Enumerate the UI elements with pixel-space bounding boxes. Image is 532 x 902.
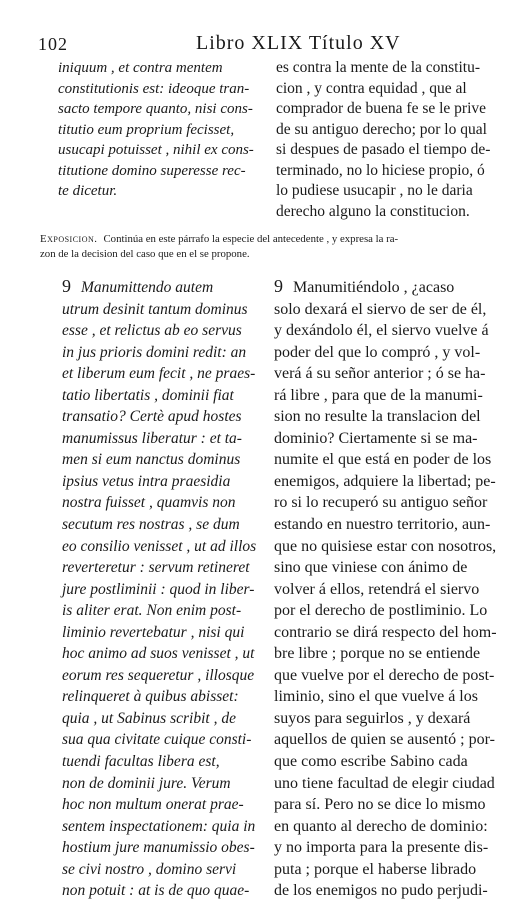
spanish-column-section-9 [274, 276, 502, 902]
spanish-line: si despues de pasado el tiempo de- [276, 141, 491, 158]
spanish-line: uno tiene facultad de elegir ciudad [274, 774, 495, 792]
latin-line: utrum desinit tantum dominus [62, 300, 248, 318]
spanish-line: lo pudiese usucapir , no le daria [276, 182, 473, 199]
latin-line: esse , et relictus ab eo servus [62, 322, 242, 340]
spanish-line: en quanto al derecho de dominio: [274, 817, 488, 835]
spanish-line: bre libre ; porque no se entiende [274, 645, 481, 663]
exposition-line [40, 232, 496, 247]
spanish-line: y no importa para la presente dis- [274, 839, 489, 857]
spanish-line: terminado, no lo hiciese propio, ó [276, 161, 485, 179]
spanish-line: verá á su señor anterior ; ó se ha- [274, 365, 486, 383]
latin-line: sacto tempore quanto, nisi cons- [58, 101, 253, 117]
latin-line: iniquum , et contra mentem [58, 60, 223, 76]
spanish-line: aquellos de quien se ausentó ; por- [274, 731, 495, 749]
spanish-line: y dexándolo él, el siervo vuelve á [274, 322, 489, 340]
latin-line: se civi nostro , domino servi [62, 860, 237, 878]
spanish-line: numite el que está en poder de los [274, 451, 492, 469]
spanish-line: derecho alguno la constitucion. [276, 202, 470, 220]
exposition-text: Continúa en este párrafo la especie del antecedente , y expresa la ra- [103, 233, 399, 245]
latin-line: sua qua civitate cuique consti- [62, 731, 252, 749]
spanish-line: es contra la mente de la constitu- [276, 59, 481, 76]
latin-line: ipsius vetus intra praesidia [62, 472, 231, 490]
latin-line: hostium jure manumissio obes- [62, 839, 255, 857]
latin-line: nostra fuisset , quamvis non [62, 494, 236, 512]
spanish-line: comprador de buena fe se le prive [276, 100, 487, 117]
latin-line: hoc non multum onerat prae- [62, 796, 244, 814]
latin-line: eorum res sequeretur , illosque [62, 666, 255, 684]
latin-line: in jus prioris domini redit: an [62, 343, 247, 361]
spanish-line: enemigos, adquiere la libertad; pe- [274, 472, 496, 490]
spanish-line: por el derecho de postliminio. Lo [274, 602, 488, 620]
latin-line: et liberum eum fecit , ne praes- [62, 365, 256, 383]
spanish-line: ro si lo recuperó su antiguo señor [274, 494, 488, 512]
spanish-line: dominio? Ciertamente si se ma- [274, 429, 478, 447]
latin-line: relinqueret à quibus abisset: [62, 688, 239, 706]
spanish-line: de los enemigos no pudo perjudi- [274, 882, 488, 900]
page-number: 102 [38, 34, 68, 54]
latin-line: eo consilio venisset , ut ad illos [62, 537, 257, 555]
latin-line: usucapi potuisset , nihil ex cons- [58, 142, 254, 158]
latin-column-section-9 [62, 276, 268, 902]
latin-line: quia , ut Sabinus scribit , de [62, 709, 236, 727]
latin-line: is aliter erat. Non enim post- [62, 602, 242, 620]
latin-line: titutione domino superesse rec- [58, 162, 246, 179]
latin-line: jure postliminii : quod in liber- [62, 580, 255, 598]
latin-line: constitutionis est: ideoque tran- [58, 80, 250, 97]
latin-line: sentem inspectationem: quia in [62, 817, 256, 835]
exposition-label: Exposicion. [40, 233, 98, 245]
spanish-line: sion no resulte la translacion del [274, 408, 481, 426]
latin-line: tatio libertatis , dominii fiat [62, 386, 234, 404]
spanish-line: para sí. Pero no se dice lo mismo [274, 796, 486, 814]
section-number: 9 [62, 276, 71, 296]
spanish-line: de su antiguo derecho; por lo qual [276, 120, 487, 138]
spanish-line: rá libre , para que de la manumi- [274, 386, 483, 404]
spanish-line: suyos para seguirlos , y dexará [274, 709, 471, 727]
spanish-line: que vuelve por el derecho de post- [274, 666, 495, 684]
spanish-line: cion , y contra equidad , que al [276, 79, 467, 97]
spanish-line: estando en nuestro territorio, aun- [274, 516, 491, 534]
latin-line: te dicetur. [58, 183, 118, 199]
spanish-line: contrario se dirá respecto del hom- [274, 623, 497, 641]
spanish-line: poder del que lo compró , y vol- [274, 343, 481, 361]
latin-line: non potuit : at is de quo quae- [62, 882, 250, 900]
latin-line: reverteretur : servum retineret [62, 559, 250, 577]
latin-line: men si eum nanctus dominus [62, 451, 241, 469]
section-opening-text: Manumitiéndolo , ¿acaso [293, 279, 455, 296]
latin-line: transatio? Certè apud hostes [62, 408, 242, 426]
exposition-line: zon de la decision del caso que en el se propone. [40, 248, 250, 260]
latin-line: liminio revertebatur , nisi qui [62, 623, 245, 641]
spanish-line: volver á ellos, retendrá el siervo [274, 580, 480, 598]
spanish-line: liminio, sino el que vuelve á los [274, 688, 478, 706]
spanish-line: solo dexará el siervo de ser de él, [274, 300, 487, 318]
spanish-line: que no quisiese estar con nosotros, [274, 537, 497, 555]
spanish-line: sino que viniese con ánimo de [274, 559, 468, 577]
spanish-line: puta ; porque el haberse librado [274, 860, 477, 878]
spanish-line [274, 276, 502, 299]
latin-line [62, 276, 268, 299]
latin-line: hoc animo ad suos venisset , ut [62, 645, 255, 663]
spanish-line: que como escribe Sabino cada [274, 753, 468, 771]
latin-line: titutio eum proprium fecisset, [58, 121, 235, 138]
running-head: Libro XLIX Título XV [196, 32, 401, 54]
section-number: 9 [274, 276, 283, 296]
latin-line: non de dominii jure. Verum [62, 774, 231, 792]
exposition-note [40, 232, 496, 262]
latin-line: tuendi facultas libera est, [62, 753, 220, 771]
latin-line: secutum res nostras , se dum [62, 516, 240, 534]
latin-line: manumissus liberatur : et ta- [62, 429, 242, 447]
spanish-column-top [276, 58, 496, 222]
section-opening-text: Manumittendo autem [81, 279, 214, 296]
latin-column-top [58, 58, 258, 202]
